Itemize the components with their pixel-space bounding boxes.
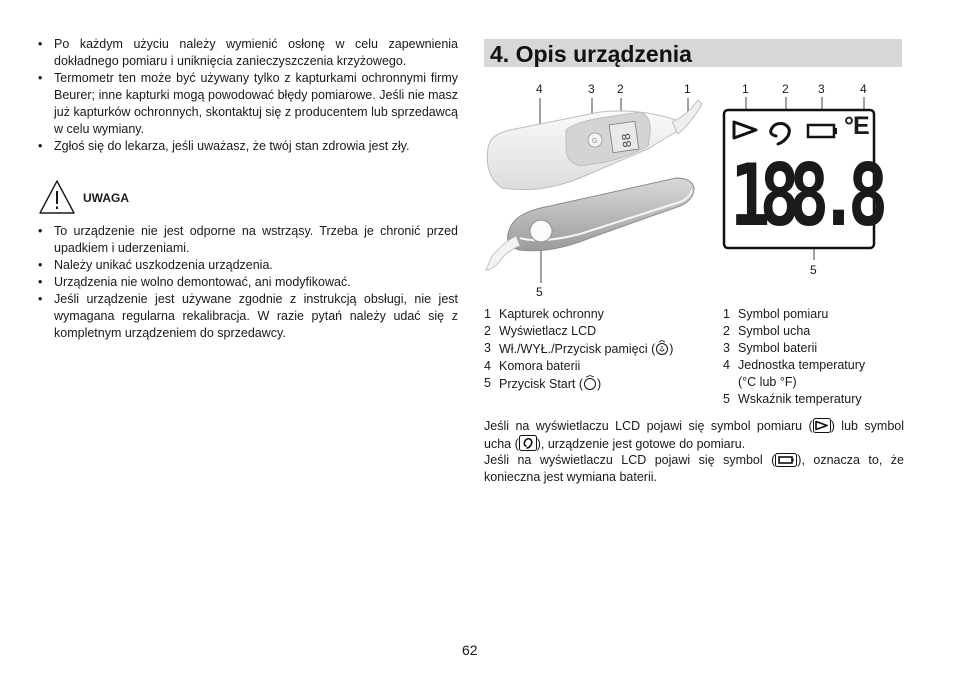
list-item: • Należy unikać uszkodzenia urządzenia. xyxy=(38,257,458,274)
list-item: 2 Symbol ucha xyxy=(723,324,811,338)
list-item: 3 Symbol baterii xyxy=(723,341,818,355)
lcd-callout-4: 4 xyxy=(860,82,867,96)
svg-text:88: 88 xyxy=(619,132,636,149)
warning-list xyxy=(38,223,458,342)
lcd-callout-5: 5 xyxy=(810,263,817,277)
svg-text:G: G xyxy=(592,138,598,145)
callout-1: 1 xyxy=(684,82,691,96)
measurement-symbol-icon xyxy=(813,418,831,433)
lcd-callout-1: 1 xyxy=(742,82,749,96)
thermometer-illustration xyxy=(480,78,710,300)
callout-3: 3 xyxy=(588,82,595,96)
battery-paragraph: Jeśli na wyświetlaczu LCD pojawi się symbol ( ), oznacza to, że konieczna jest wymiana baterii. xyxy=(484,453,904,484)
list-item: 5 Wskaźnik temperatury xyxy=(723,392,862,406)
list-item: 1 Kapturek ochronny xyxy=(484,307,604,321)
lcd-figure xyxy=(720,78,880,278)
lcd-digits: 188.8 xyxy=(730,146,878,246)
callout-5: 5 xyxy=(536,285,543,299)
list-item: 2 Wyświetlacz LCD xyxy=(484,324,597,338)
device-legend xyxy=(484,306,704,393)
warning-title: UWAGA xyxy=(83,191,129,205)
list-item: • To urządzenie nie jest odporne na wstrząsy. Trzeba je chronić przed upadkiem i uderzeniami. xyxy=(38,223,458,257)
ear-symbol-icon xyxy=(519,435,537,451)
lcd-legend xyxy=(723,306,908,408)
start-button-icon xyxy=(583,375,597,391)
callout-2: 2 xyxy=(617,82,624,96)
page-number: 62 xyxy=(462,642,478,658)
list-item: • Jeśli urządzenie jest używane zgodnie z instrukcją obsługi, nie jest wymagana regularna rekalibracja. W razie pytań należy udać się z kompletnym urządzeniem do sprzedawcy. xyxy=(38,291,458,342)
list-item: 5 Przycisk Start ( ) xyxy=(484,376,602,391)
list-item: • Termometr ten może być używany tylko z kapturkami ochronnymi firmy Beurer; inne kapturki mogą powodować błędy pomiarowe. Jeśli nie masz już kapturków ochronnych, skontaktuj się z producentem lub sprzedawcą w celu wymiany. xyxy=(38,70,458,138)
device-figure xyxy=(480,78,710,300)
warning-header xyxy=(38,179,458,223)
section-heading xyxy=(484,39,902,67)
left-column xyxy=(38,36,458,342)
power-memory-button-icon xyxy=(655,340,669,356)
list-item: 4 Komora baterii xyxy=(484,359,581,373)
lcd-callout-2: 2 xyxy=(782,82,789,96)
list-item: 3 Wł./WYŁ./Przycisk pamięci ( ) xyxy=(484,341,674,356)
battery-symbol-icon xyxy=(775,453,797,467)
list-item: • Zgłoś się do lekarza, jeśli uważasz, że twój stan zdrowia jest zły. xyxy=(38,138,458,155)
warning-triangle-icon xyxy=(38,179,76,215)
section-title: 4. Opis urządzenia xyxy=(490,41,692,67)
ready-paragraph: Jeśli na wyświetlaczu LCD pojawi się symbol pomiaru ( ) lub symbol ucha ( ), urządzenie jest gotowe do pomiaru. xyxy=(484,419,904,451)
list-item: • Urządzenia nie wolno demontować, ani modyfikować. xyxy=(38,274,458,291)
callout-4: 4 xyxy=(536,82,543,96)
precautions-list xyxy=(38,36,458,155)
list-item: • Po każdym użyciu należy wymienić osłonę w celu zapewnienia dokładnego pomiaru i uniknięcia zanieczyszczenia krzyżowego. xyxy=(38,36,458,70)
list-item: 4 Jednostka temperatury (°C lub °F) xyxy=(723,358,866,389)
lcd-callout-3: 3 xyxy=(818,82,825,96)
list-item: 1 Symbol pomiaru xyxy=(723,307,829,321)
lcd-unit: °E xyxy=(844,112,869,140)
